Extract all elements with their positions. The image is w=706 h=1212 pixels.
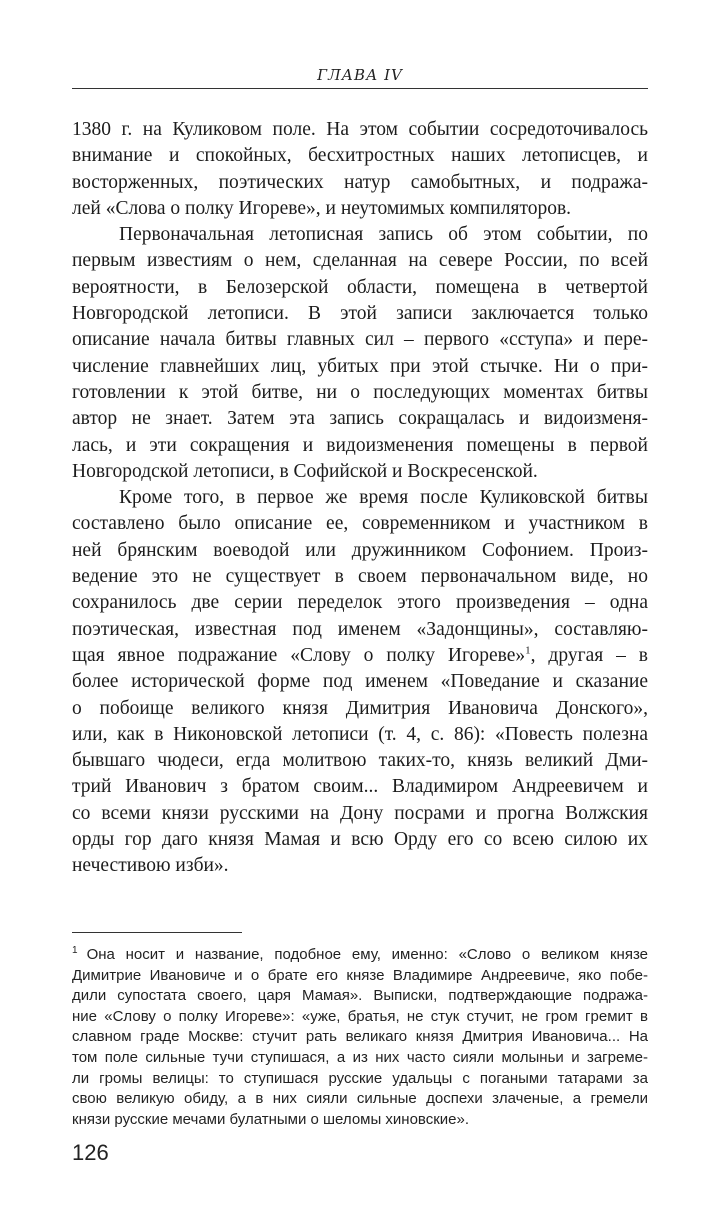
text-line: нечестивою изби». (72, 855, 229, 877)
text-line: трий Иванович з братом своим... Владимиром Андреевичем и (72, 776, 648, 798)
text-line: восторженных, поэтических натур самобытных, и подража- (72, 171, 648, 193)
text-line: внимание и спокойных, бесхитростных наших летописцев, и (72, 145, 648, 167)
text-line: со всеми князи русскими на Дону посрами и прогна Волжския (72, 802, 648, 824)
text-line: числение главнейших лиц, убитых при этой стычке. Ни о при- (72, 355, 648, 377)
header-rule (72, 88, 648, 89)
text-line: лась, и эти сокращения и видоизменения помещены в первой (72, 434, 648, 456)
footnote-line: том поле сильные тучи ступишася, а из них часто сияли молыньи и загреме- (72, 1048, 648, 1066)
text-line: лей «Слова о полку Игореве», и неутомимых компиляторов. (72, 197, 572, 219)
text-line: составлено было описание ее, современником и участником в (72, 513, 648, 535)
text-line: Новгородской летописи, в Софийской и Воскресенской. (72, 460, 538, 482)
text-line: поэтическая, известная под именем «Задонщины», составляю- (72, 618, 648, 640)
footnote-text: Она носит и название, подобное ему, именно: «Слово о великом князе (86, 946, 648, 963)
text-line: Новгородской летописи. В этой записи заключается только (72, 303, 648, 325)
text-segment: , другая – в (530, 644, 648, 666)
text-line: бывшаго чюдеси, егда молитвою таких-то, князь великий Дми- (72, 750, 648, 772)
text-line: о побоище великого князя Димитрия Ивановича Донского», (72, 697, 648, 719)
text-line: 1380 г. на Куликовом поле. На этом событии сосредоточивалось (72, 119, 648, 140)
footnote-line: славном граде Москве: стучит рать великаго князя Дмитрия Ивановича... На (72, 1028, 648, 1046)
text-line: описание начала битвы главных сил – первого «сступа» и пере- (72, 329, 648, 351)
footnote-number: 1 (72, 945, 78, 956)
footnote-line: ние «Слову о полку Игореве»: «уже, братья, не стук стучит, не гром гремит в (72, 1007, 648, 1025)
text-line-with-footnote (72, 643, 648, 669)
chapter-header: ГЛАВА IV (317, 66, 403, 84)
footnote-rule (72, 932, 242, 933)
footnote (72, 945, 648, 1130)
text-line: сохранилось две серии переделок этого произведения – одна (72, 592, 648, 614)
text-line: орды гор даго князя Мамая и всю Орду его со всею силою их (72, 829, 648, 851)
main-text (72, 117, 648, 880)
text-line: Кроме того, в первое же время после Куликовской битвы (119, 487, 648, 509)
footnote-line: дили супостата своего, царя Мамая». Выписки, подтверждающие подража- (72, 987, 648, 1005)
text-line: ведение это не существует в своем первоначальном виде, но (72, 566, 648, 588)
text-line: вероятности, в Белозерской области, помещена в четвертой (72, 276, 648, 298)
page-number: 126 (72, 1140, 109, 1165)
text-segment: щая явное подражание «Слову о полку Игореве» (72, 644, 526, 666)
footnote-line: Димитрие Ивановиче и о брате его князе Владимире Андреевиче, яко побе- (72, 966, 648, 984)
footnote-line (72, 945, 648, 966)
text-line: первым известиям о нем, сделанная на севере России, по всей (72, 250, 648, 272)
text-line: ней брянским воеводой или дружинником Софонием. Произ- (72, 539, 648, 561)
footnote-marker: 1 (525, 644, 531, 657)
text-line: более исторической форме под именем «Поведание и сказание (72, 671, 648, 693)
footnote-line: ли громы велицы: то ступишася русские удальцы с погаными татарами за (72, 1069, 648, 1087)
text-line: или, как в Никоновской летописи (т. 4, с. 86): «Повесть полезна (72, 723, 648, 745)
text-line: Первоначальная летописная запись об этом событии, по (119, 224, 648, 246)
text-line: автор не знает. Затем эта запись сокращалась и видоизменя- (72, 408, 648, 430)
text-line: готовлении к этой битве, ни о последующих моментах битвы (72, 381, 648, 403)
footnote-line: свою великую обиду, а в них сияли сильные доспехи злаченые, а гремели (72, 1090, 648, 1108)
footnote-line: князи русские мечами булатными о шеломы хиновские». (72, 1110, 470, 1128)
